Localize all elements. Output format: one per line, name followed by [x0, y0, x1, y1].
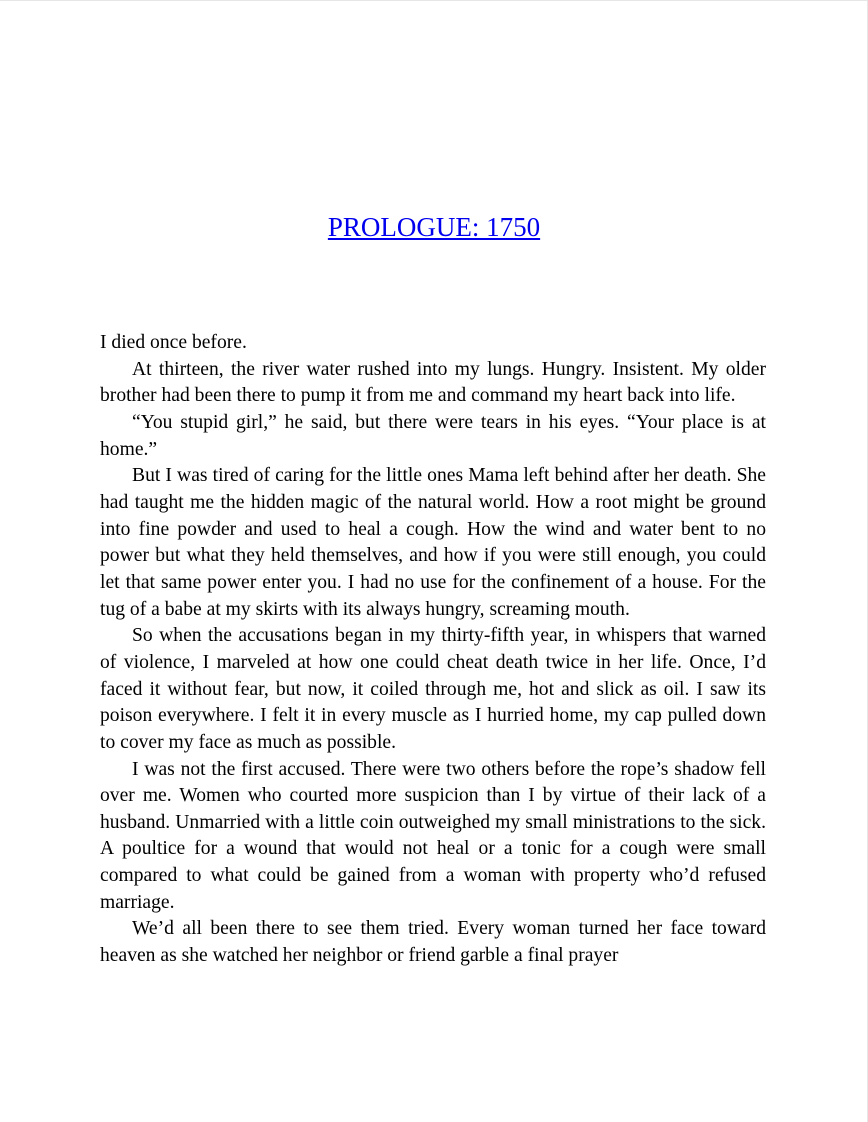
chapter-heading — [0, 209, 868, 245]
paragraph-4: But I was tired of caring for the little ones Mama left behind after her death. She had taught me the hidden magic of the natural world. How a root might be ground into fine powder and used to heal a cough. How the wind and water bent to no power but what they held themselves, and how if you were still enough, you could let that same power enter you. I had no use for the confinement of a house. For the tug of a babe at my skirts with its always hungry, screaming mouth. — [100, 465, 766, 620]
paragraph-7: We’d all been there to see them tried. Every woman turned her face toward heaven as she watched her neighbor or friend garble a final prayer — [100, 918, 766, 967]
chapter-title-link[interactable]: PROLOGUE: 1750 — [327, 212, 541, 242]
body-text — [100, 330, 766, 970]
paragraph-6: I was not the first accused. There were two others before the rope’s shadow fell over me. Women who courted more suspicion than I by virtue of their lack of a husband. Unmarried with a little coin outweighed my small ministrations to the sick. A poultice for a wound that would not heal or a tonic for a cough were small compared to what could be gained from a woman with property who’d refused marriage. — [100, 758, 766, 913]
paragraph-1: I died once before. — [100, 332, 247, 353]
paragraph-5: So when the accusations began in my thirty-fifth year, in whispers that warned of violence, I marveled at how one could cheat death twice in her life. Once, I’d faced it without fear, but now, it coiled through me, hot and slick as oil. I saw its poison everywhere. I felt it in every muscle as I hurried home, my cap pulled down to cover my face as much as possible. — [100, 625, 766, 753]
paragraph-3: “You stupid girl,” he said, but there were tears in his eyes. “Your place is at home.” — [100, 411, 766, 460]
paragraph-2: At thirteen, the river water rushed into my lungs. Hungry. Insistent. My older brother had been there to pump it from me and command my heart back into life. — [100, 358, 766, 407]
